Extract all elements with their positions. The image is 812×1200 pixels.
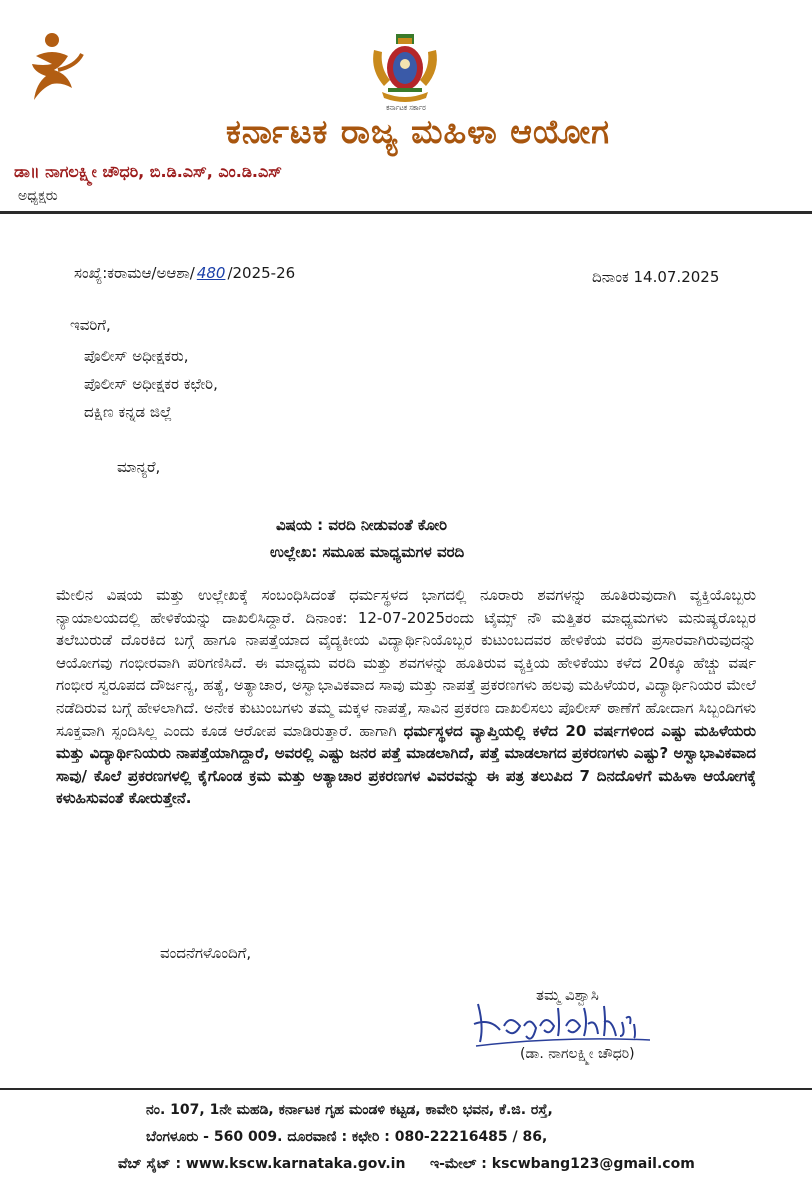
body-paragraph: ಮೇಲಿನ ವಿಷಯ ಮತ್ತು ಉಲ್ಲೇಖಕ್ಕೆ ಸಂಬಂಧಿಸಿದಂತೆ ಧರ್ಮಸ್ಥಳದ ಭಾಗದಲ್ಲಿ ನೂರಾರು ಶವಗಳನ್ನು ಹೂತಿರುವುದಾಗಿ ವ್ಯಕ್ತಿಯೊಬ್ಬರು ನ್ಯಾಯಾಲಯದಲ್ಲಿ ಹೇಳಿಕೆಯನ್ನು ದಾಖಲಿಸಿದ್ದಾರೆ. ದಿನಾಂಕ: 12-07-2025ರಂದು ಟೈಮ್ಸ್ ನೌ ಮತ್ತಿತರ ಮಾಧ್ಯಮಗಳು ಮನುಷ್ಯರೊಬ್ಬರ ತಲೆಬುರುಡೆ ದೊರಕಿದ ಬಗ್ಗೆ ಹಾಗೂ ನಾಪತ್ತೆಯಾದ ವೈದ್ಯಕೀಯ ವಿದ್ಯಾರ್ಥಿನಿಯೊಬ್ಬರ ಕುಟುಂಬದವರ ಹೇಳಿಕೆಯ ವರದಿ ಪ್ರಸಾರವಾಗಿರುವುದನ್ನು ಆಯೋಗವು ಗಂಭೀರವಾಗಿ ಪರಿಗಣಿಸಿದೆ. ಈ ಮಾಧ್ಯಮ ವರದಿ ಮತ್ತು ಶವಗಳನ್ನು ಹೂತಿರುವ ವ್ಯಕ್ತಿಯ ಹೇಳಿಕೆಯು ಕಳೆದ 20ಕ್ಕೂ ಹೆಚ್ಚು ವರ್ಷ ಗಂಭೀರ ಸ್ವರೂಪದ ದೌರ್ಜನ್ಯ, ಹತ್ಯೆ, ಅತ್ಯಾಚಾರ, ಅಸ್ವಾಭಾವಿಕವಾದ ಸಾವು ಮತ್ತು ನಾಪತ್ತೆ ಪ್ರಕರಣಗಳು ಹಲವು ಮಹಿಳೆಯರ, ವಿದ್ಯಾರ್ಥಿನಿಯರ ಮೇಲೆ ನಡೆದಿರುವ ಬಗ್ಗೆ ಹೇಳಲಾಗಿದೆ. ಅನೇಕ ಕುಟುಂಬಗಳು ತಮ್ಮ ಮಕ್ಕಳ ನಾಪತ್ತೆ, ಸಾವಿನ ಪ್ರಕರಣ ದಾಖಲಿಸಲು ಪೊಲೀಸ್ ಠಾಣೆಗೆ ಹೋದಾಗ ಸಿಬ್ಬಂದಿಗಳು ಸೂಕ್ತವಾಗಿ ಸ್ಪಂದಿಸಿಲ್ಲ ಎಂದು ಕೂಡ ಆರೋಪ ಮಾಡಿರುತ್ತಾರೆ. ಹಾಗಾಗಿ (56, 586, 756, 740)
handwritten-ref-number: 480 (196, 264, 226, 282)
reference-suffix: /2025-26 (227, 264, 296, 282)
signatory-name: (ಡಾ. ನಾಗಲಕ್ಷ್ಮೀ ಚೌಧರಿ) (520, 1046, 635, 1062)
footer-website: ವೆಬ್ ಸೈಟ್ : www.kscw.karnataka.gov.in (118, 1156, 406, 1172)
reference-prefix: ಸಂಖ್ಯೆ:ಕರಾಮಆ/ಅಆಶಾ/ (74, 264, 195, 282)
commission-logo-icon (22, 26, 92, 104)
reference-number (74, 264, 295, 282)
header-divider (0, 211, 812, 214)
salutation: ಮಾನ್ಯರೆ, (117, 458, 161, 476)
letter-date: ದಿನಾಂಕ 14.07.2025 (592, 268, 720, 286)
address-line: ಪೊಲೀಸ್ ಅಧೀಕ್ಷಕರು, (84, 347, 189, 365)
body-emphasis: ಧರ್ಮಸ್ಥಳದ ವ್ಯಾಪ್ತಿಯಲ್ಲಿ ಕಳೆದ 20 ವರ್ಷಗಳಿಂದ ಎಷ್ಟು ಮಹಿಳೆಯರು ಮತ್ತು ವಿದ್ಯಾರ್ಥಿನಿಯರು ನಾಪತ್ತೆಯಾಗಿದ್ದಾರೆ, ಅವರಲ್ಲಿ ಎಷ್ಟು ಜನರ ಪತ್ತೆ ಮಾಡಲಾಗಿದೆ, ಪತ್ತೆ ಮಾಡಲಾಗದ ಪ್ರಕರಣಗಳು ಎಷ್ಟು? ಅಸ್ವಾಭಾವಿಕವಾದ ಸಾವು/ ಕೊಲೆ ಪ್ರಕರಣಗಳಲ್ಲಿ ಕೈಗೊಂಡ ಕ್ರಮ ಮತ್ತು ಅತ್ಯಾಚಾರ ಪ್ರಕರಣಗಳ ವಿವರವನ್ನು ಈ ಪತ್ರ ತಲುಪಿದ 7 ದಿನದೊಳಗೆ ಮಹಿಳಾ ಆಯೋಗಕ್ಕೆ ಕಳುಹಿಸುವಂತೆ ಕೋರುತ್ತೇನೆ. (56, 721, 757, 808)
address-line: ದಕ್ಷಿಣ ಕನ್ನಡ ಜಿಲ್ಲೆ (84, 403, 173, 421)
chairperson-name: ಡಾ॥ ನಾಗಲಕ್ಷ್ಮೀ ಚೌಧರಿ, ಬಿ.ಡಿ.ಎಸ್, ಎಂ.ಡಿ.ಎಸ್ (14, 162, 282, 181)
footer-address: ನಂ. 107, 1ನೇ ಮಹಡಿ, ಕರ್ನಾಟಕ ಗೃಹ ಮಂಡಳಿ ಕಟ್ಟಡ, ಕಾವೇರಿ ಭವನ, ಕೆ.ಜಿ. ರಸ್ತೆ, (146, 1102, 553, 1118)
address-line: ಪೊಲೀಸ್ ಅಧೀಕ್ಷಕರ ಕಛೇರಿ, (84, 375, 218, 393)
state-emblem-icon (366, 30, 444, 106)
chairperson-title: ಅಧ್ಯಕ್ಷರು (18, 188, 58, 204)
footer-divider (0, 1088, 812, 1090)
footer-phone: ಬೆಂಗಳೂರು - 560 009. ದೂರವಾಣಿ : ಕಛೇರಿ : 080-22216485 / 86, (146, 1129, 548, 1145)
to-label: ಇವರಿಗೆ, (70, 316, 111, 334)
emblem-caption: ಕರ್ನಾಟಕ ಸರ್ಕಾರ (386, 104, 426, 112)
footer-email: ಇ-ಮೇಲ್ : kscwbang123@gmail.com (430, 1156, 695, 1172)
subject-line: ವಿಷಯ : ವರದಿ ನೀಡುವಂತೆ ಕೋರಿ (276, 516, 448, 534)
closing-greeting: ವಂದನೆಗಳೊಂದಿಗೆ, (160, 944, 252, 962)
letter-body (56, 584, 756, 810)
reference-line: ಉಲ್ಲೇಖ: ಸಮೂಹ ಮಾಧ್ಯಮಗಳ ವರದಿ (270, 543, 465, 561)
yours-faithfully: ತಮ್ಮ ವಿಶ್ವಾಸಿ (536, 986, 599, 1004)
handwritten-signature (470, 996, 720, 1050)
organization-name: ಕರ್ನಾಟಕ ರಾಜ್ಯ ಮಹಿಳಾ ಆಯೋಗ (226, 112, 610, 151)
